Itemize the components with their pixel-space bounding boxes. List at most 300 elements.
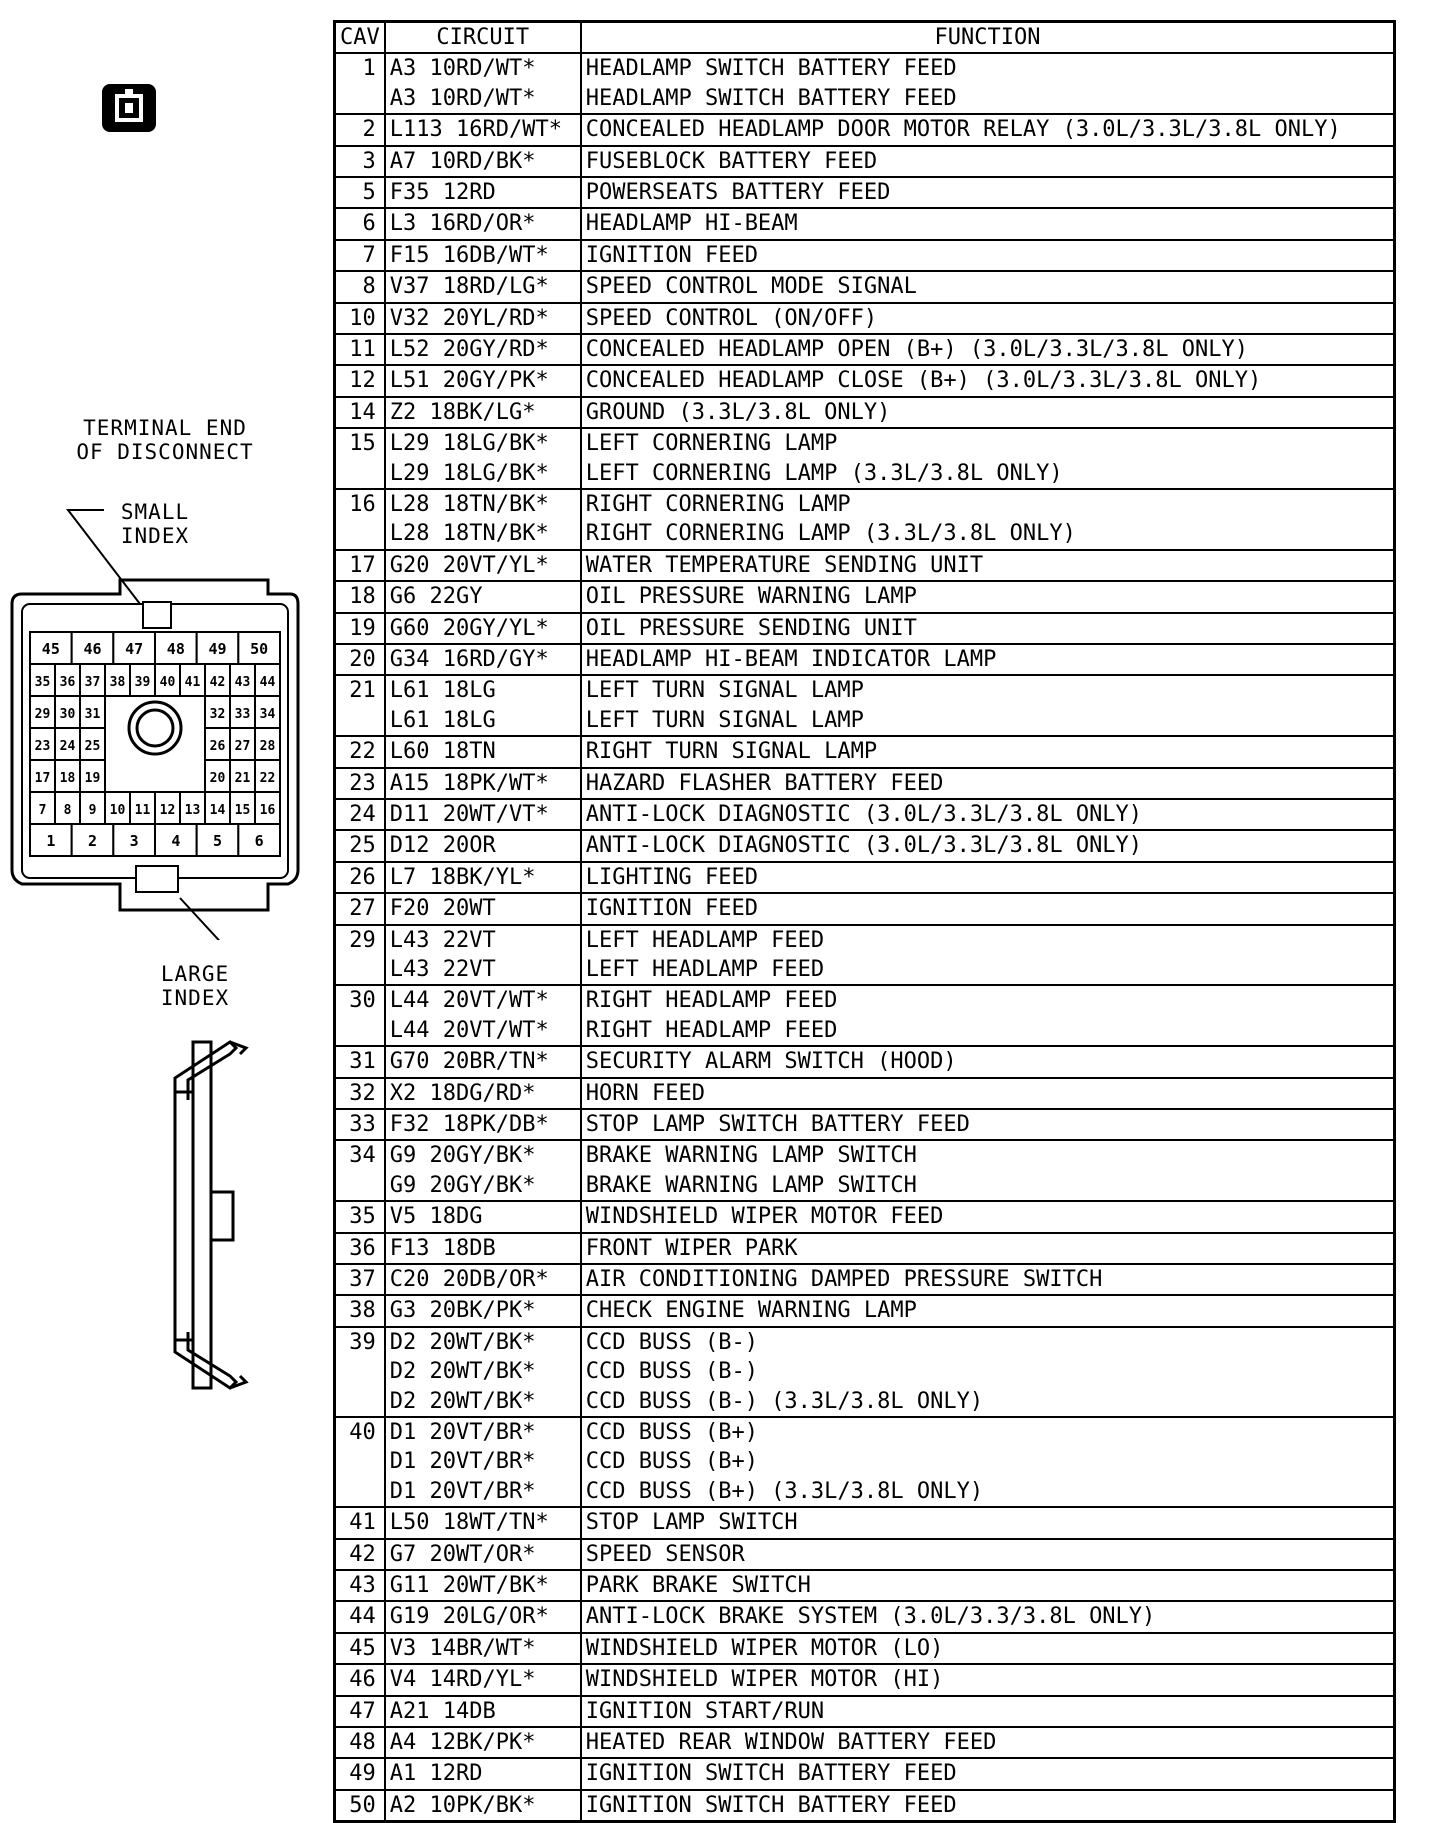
cav-cell: 27 [335,893,385,924]
function-text: CCD BUSS (B+) (3.3L/3.8L ONLY) [585,1478,984,1504]
function-text: STOP LAMP SWITCH [585,1510,798,1536]
circuit-cell [385,1633,581,1664]
function-cell [581,114,1395,145]
cav-cell: 46 [335,1664,385,1695]
table-row [335,397,1395,428]
cav-cell: 31 [335,1046,385,1077]
pin-number: 29 [34,707,51,722]
cav-cell: 1 [335,53,385,114]
circuit-cell [385,581,581,612]
pin-number: 47 [125,640,144,658]
cav-cell: 43 [335,1570,385,1601]
function-text: IGNITION FEED [585,242,758,268]
cav-cell: 14 [335,397,385,428]
function-cell [581,271,1395,302]
circuit-code: F13 18DB [389,1235,496,1261]
pin-number: 45 [41,640,60,658]
cav-cell: 40 [335,1417,385,1507]
table-row [335,1601,1395,1632]
circuit-cell [385,1109,581,1140]
table-row [335,1570,1395,1601]
function-text: SPEED CONTROL (ON/OFF) [585,305,878,331]
circuit-cell [385,334,581,365]
cav-cell: 38 [335,1295,385,1326]
terminal-end-label: TERMINAL END OF DISCONNECT [76,416,254,464]
circuit-cell [385,1264,581,1295]
circuit-cell [385,1601,581,1632]
pin-number: 8 [63,803,72,818]
function-cell [581,1295,1395,1326]
pin-number: 23 [34,739,51,754]
cav-cell: 44 [335,1601,385,1632]
cav-cell: 24 [335,799,385,830]
pin-number: 49 [208,640,227,658]
function-text: ANTI-LOCK DIAGNOSTIC (3.0L/3.3L/3.8L ONLY) [585,802,1143,828]
function-text: RIGHT TURN SIGNAL LAMP [585,739,878,765]
table-row [335,799,1395,830]
large-index-label: LARGE INDEX [160,962,230,1010]
table-row [335,53,1395,114]
table-row [335,1264,1395,1295]
circuit-cell [385,53,581,114]
circuit-cell [385,365,581,396]
function-cell [581,985,1395,1046]
locating-post-inner [137,710,173,746]
function-text: RIGHT CORNERING LAMP [585,492,851,518]
function-text: WINDSHIELD WIPER MOTOR FEED [585,1204,944,1230]
pin-number: 18 [59,771,76,786]
pin-number: 1 [46,832,56,850]
function-cell [581,675,1395,736]
function-cell [581,1078,1395,1109]
circuit-cell [385,114,581,145]
pin-number: 15 [234,803,251,818]
circuit-code: L51 20GY/PK* [389,368,549,394]
function-cell [581,334,1395,365]
table-row [335,1078,1395,1109]
circuit-code: F15 16DB/WT* [389,242,549,268]
function-cell [581,925,1395,986]
pin-number: 25 [84,739,101,754]
pin-number: 30 [59,707,76,722]
table-row [335,1633,1395,1664]
circuit-code: V5 18DG [389,1204,483,1230]
circuit-code: C20 20DB/OR* [389,1267,549,1293]
circuit-cell [385,1790,581,1822]
function-text: FUSEBLOCK BATTERY FEED [585,148,878,174]
function-text: GROUND (3.3L/3.8L ONLY) [585,399,891,425]
function-text: ANTI-LOCK BRAKE SYSTEM (3.0L/3.3/3.8L ONLY) [585,1604,1156,1630]
function-cell [581,1201,1395,1232]
cav-cell: 30 [335,985,385,1046]
function-text: HAZARD FLASHER BATTERY FEED [585,770,944,796]
function-text: IGNITION START/RUN [585,1698,825,1724]
function-cell [581,1570,1395,1601]
circuit-cell [385,644,581,675]
table-row [335,893,1395,924]
table-row [335,1201,1395,1232]
cav-cell: 21 [335,675,385,736]
small-index-leader [68,510,140,604]
function-cell [581,581,1395,612]
function-text: HEADLAMP HI-BEAM INDICATOR LAMP [585,647,997,673]
table-row [335,830,1395,861]
circuit-cell [385,830,581,861]
function-text: SPEED CONTROL MODE SIGNAL [585,274,917,300]
circuit-code: L44 20VT/WT* [389,1017,549,1043]
circuit-cell [385,146,581,177]
pin-number: 33 [234,707,251,722]
pin-number: 39 [134,675,151,690]
pin-number: 9 [88,803,97,818]
circuit-code: L43 22VT [389,957,496,983]
function-text: CCD BUSS (B-) [585,1329,758,1355]
pin-number: 13 [184,803,201,818]
cav-cell: 41 [335,1507,385,1538]
cav-cell: 22 [335,736,385,767]
cav-cell: 34 [335,1140,385,1201]
circuit-code: G60 20GY/YL* [389,615,549,641]
table-row [335,1233,1395,1264]
function-text: WINDSHIELD WIPER MOTOR (LO) [585,1635,944,1661]
function-cell [581,208,1395,239]
circuit-code: D2 20WT/BK* [389,1329,536,1355]
function-text: LEFT CORNERING LAMP (3.3L/3.8L ONLY) [585,460,1063,486]
table-row [335,768,1395,799]
circuit-code: A1 12RD [389,1761,483,1787]
function-cell [581,613,1395,644]
circuit-cell [385,208,581,239]
circuit-cell [385,985,581,1046]
table-row [335,428,1395,489]
circuit-code: G34 16RD/GY* [389,647,549,673]
circuit-cell [385,240,581,271]
function-text: CONCEALED HEADLAMP OPEN (B+) (3.0L/3.3L/3.8L ONLY) [585,337,1249,363]
small-index-label: SMALL INDEX [120,500,190,548]
cav-cell: 16 [335,489,385,550]
circuit-code: V4 14RD/YL* [389,1667,536,1693]
circuit-code: V3 14BR/WT* [389,1635,536,1661]
function-text: LEFT HEADLAMP FEED [585,927,825,953]
circuit-cell [385,675,581,736]
cav-cell: 5 [335,177,385,208]
function-text: CCD BUSS (B+) [585,1420,758,1446]
circuit-code: V32 20YL/RD* [389,305,549,331]
function-cell [581,1758,1395,1789]
circuit-code: V37 18RD/LG* [389,274,549,300]
function-text: ANTI-LOCK DIAGNOSTIC (3.0L/3.3L/3.8L ONLY) [585,833,1143,859]
circuit-code: L61 18LG [389,707,496,733]
cav-cell: 12 [335,365,385,396]
function-cell [581,830,1395,861]
function-cell [581,893,1395,924]
table-row [335,303,1395,334]
circuit-code: L113 16RD/WT* [389,117,562,143]
circuit-code: L29 18LG/BK* [389,431,549,457]
cav-cell: 25 [335,830,385,861]
pin-number: 43 [234,675,251,690]
function-text: PARK BRAKE SWITCH [585,1573,811,1598]
header-circuit: CIRCUIT [385,22,581,54]
function-text: CHECK ENGINE WARNING LAMP [585,1298,917,1324]
table-row [335,489,1395,550]
circuit-cell [385,1696,581,1727]
function-text: WINDSHIELD WIPER MOTOR (HI) [585,1667,944,1693]
circuit-code: L28 18TN/BK* [389,521,549,547]
pin-number: 26 [209,739,226,754]
function-text: BRAKE WARNING LAMP SWITCH [585,1143,917,1169]
circuit-code: D12 20OR [389,833,496,859]
pin-number: 44 [259,675,276,690]
circuit-cell [385,177,581,208]
function-text: IGNITION SWITCH BATTERY FEED [585,1792,957,1818]
function-cell [581,799,1395,830]
function-cell [581,644,1395,675]
circuit-code: A2 10PK/BK* [389,1792,536,1818]
circuit-cell [385,925,581,986]
circuit-cell [385,428,581,489]
circuit-cell [385,1078,581,1109]
circuit-code: G20 20VT/YL* [389,552,549,578]
table-row [335,925,1395,986]
cav-cell: 2 [335,114,385,145]
circuit-cell [385,613,581,644]
circuit-code: F35 12RD [389,180,496,205]
circuit-cell [385,303,581,334]
cav-cell: 29 [335,925,385,986]
pin-number: 36 [59,675,76,690]
circuit-cell [385,862,581,893]
function-text: HEADLAMP SWITCH BATTERY FEED [585,56,957,82]
table-row [335,1790,1395,1822]
cav-cell: 6 [335,208,385,239]
pin-number: 2 [87,832,98,850]
circuit-code: A4 12BK/PK* [389,1730,536,1756]
function-text: RIGHT HEADLAMP FEED [585,1017,838,1043]
cav-cell: 11 [335,334,385,365]
function-cell [581,1264,1395,1295]
circuit-cell [385,893,581,924]
circuit-code: L7 18BK/YL* [389,864,536,890]
table-row [335,208,1395,239]
function-cell [581,365,1395,396]
table-row [335,736,1395,767]
cav-cell: 36 [335,1233,385,1264]
circuit-cell [385,1507,581,1538]
table-row [335,1696,1395,1727]
circuit-code: G6 22GY [389,584,483,610]
circuit-code: G11 20WT/BK* [389,1573,549,1598]
table-header-row [335,22,1395,54]
circuit-code: D11 20WT/VT* [389,802,549,828]
function-cell [581,1507,1395,1538]
function-text: CONCEALED HEADLAMP CLOSE (B+) (3.0L/3.3L/3.8L ONLY) [585,368,1262,394]
large-index-key [136,866,178,892]
table-row [335,1507,1395,1538]
table-row [335,862,1395,893]
function-cell [581,1539,1395,1570]
circuit-code: G9 20GY/BK* [389,1143,536,1169]
function-text: AIR CONDITIONING DAMPED PRESSURE SWITCH [585,1267,1103,1293]
circuit-cell [385,1664,581,1695]
function-cell [581,1140,1395,1201]
function-cell [581,1664,1395,1695]
function-cell [581,303,1395,334]
function-text: CCD BUSS (B+) [585,1449,758,1475]
table-row [335,644,1395,675]
table-row [335,146,1395,177]
small-index-key [143,602,171,628]
circuit-cell [385,489,581,550]
connector-icon [101,83,157,133]
circuit-code: F32 18PK/DB* [389,1112,549,1138]
circuit-code: L3 16RD/OR* [389,211,536,237]
table-row [335,1140,1395,1201]
cav-cell: 26 [335,862,385,893]
pin-number: 16 [259,803,276,818]
table-row [335,550,1395,581]
table-row [335,1109,1395,1140]
circuit-cell [385,1233,581,1264]
pin-number: 48 [166,640,185,658]
circuit-cell [385,1570,581,1601]
function-cell [581,1046,1395,1077]
table-row [335,1327,1395,1417]
cav-cell: 49 [335,1758,385,1789]
circuit-code: D1 20VT/BR* [389,1420,536,1446]
circuit-cell [385,271,581,302]
pin-number: 42 [209,675,226,690]
table-row [335,1417,1395,1507]
circuit-cell [385,1539,581,1570]
function-cell [581,768,1395,799]
cav-cell: 32 [335,1078,385,1109]
table-row [335,271,1395,302]
circuit-code: G19 20LG/OR* [389,1604,549,1630]
function-text: BRAKE WARNING LAMP SWITCH [585,1172,917,1198]
table-row [335,1046,1395,1077]
table-row [335,1539,1395,1570]
table-row [335,334,1395,365]
pin-number: 3 [129,832,139,850]
circuit-cell [385,1295,581,1326]
circuit-code: A21 14DB [389,1698,496,1724]
pin-number: 35 [34,675,51,690]
function-text: LIGHTING FEED [585,864,758,890]
cav-cell: 35 [335,1201,385,1232]
function-text: HORN FEED [585,1080,705,1106]
circuit-cell [385,1417,581,1507]
function-text: CCD BUSS (B-) (3.3L/3.8L ONLY) [585,1388,984,1414]
cav-cell: 45 [335,1633,385,1664]
pin-number: 28 [259,739,276,754]
function-text: HEADLAMP HI-BEAM [585,211,798,237]
function-text: RIGHT HEADLAMP FEED [585,988,838,1014]
circuit-cell [385,1327,581,1417]
cav-cell: 42 [335,1539,385,1570]
table-row [335,613,1395,644]
cav-cell: 50 [335,1790,385,1822]
pin-number: 50 [250,640,269,658]
circuit-code: L44 20VT/WT* [389,988,549,1014]
header-cav: CAV [335,22,385,54]
connector-face-diagram [0,500,320,940]
circuit-cell [385,799,581,830]
circuit-code: D1 20VT/BR* [389,1478,536,1504]
cav-cell: 23 [335,768,385,799]
cav-cell: 3 [335,146,385,177]
function-text: FRONT WIPER PARK [585,1235,798,1261]
function-text: HEATED REAR WINDOW BATTERY FEED [585,1730,997,1756]
circuit-code: A15 18PK/WT* [389,770,549,796]
circuit-code: G70 20BR/TN* [389,1049,549,1075]
table-row [335,365,1395,396]
cav-cell: 18 [335,581,385,612]
circuit-code: L61 18LG [389,678,496,704]
cav-cell: 8 [335,271,385,302]
function-text: WATER TEMPERATURE SENDING UNIT [585,552,984,578]
function-text: LEFT TURN SIGNAL LAMP [585,707,864,733]
pin-number: 22 [259,771,276,786]
circuit-cell [385,1727,581,1758]
cav-cell: 15 [335,428,385,489]
circuit-code: G9 20GY/BK* [389,1172,536,1198]
circuit-code: F20 20WT [389,896,496,922]
function-cell [581,862,1395,893]
pin-number: 24 [59,739,76,754]
function-text: OIL PRESSURE WARNING LAMP [585,584,917,610]
function-cell [581,489,1395,550]
pin-number: 31 [84,707,101,722]
circuit-cell [385,1140,581,1201]
pinout-body [335,53,1395,1821]
table-row [335,240,1395,271]
pin-number: 20 [209,771,226,786]
pin-number: 27 [234,739,251,754]
table-row [335,177,1395,208]
function-text: IGNITION FEED [585,896,758,922]
function-cell [581,1417,1395,1507]
pin-number: 17 [34,771,51,786]
pin-number: 6 [254,832,264,850]
pin-number: 21 [234,771,251,786]
cav-cell: 17 [335,550,385,581]
function-text: LEFT HEADLAMP FEED [585,957,825,983]
function-cell [581,550,1395,581]
circuit-code: Z2 18BK/LG* [389,399,536,425]
table-row [335,114,1395,145]
header-function: FUNCTION [581,22,1395,54]
function-text: POWERSEATS BATTERY FEED [585,180,891,205]
circuit-code: L28 18TN/BK* [389,492,549,518]
function-text: OIL PRESSURE SENDING UNIT [585,615,917,641]
table-row [335,1758,1395,1789]
cav-cell: 10 [335,303,385,334]
pinout-table [333,20,1396,1823]
cav-cell: 39 [335,1327,385,1417]
table-row [335,675,1395,736]
pin-number: 12 [159,803,176,818]
function-cell [581,53,1395,114]
circuit-cell [385,1201,581,1232]
connector-side-view [80,1030,280,1400]
circuit-cell [385,768,581,799]
circuit-code: G7 20WT/OR* [389,1541,536,1567]
circuit-cell [385,397,581,428]
function-cell [581,736,1395,767]
function-cell [581,1790,1395,1822]
function-cell [581,1696,1395,1727]
